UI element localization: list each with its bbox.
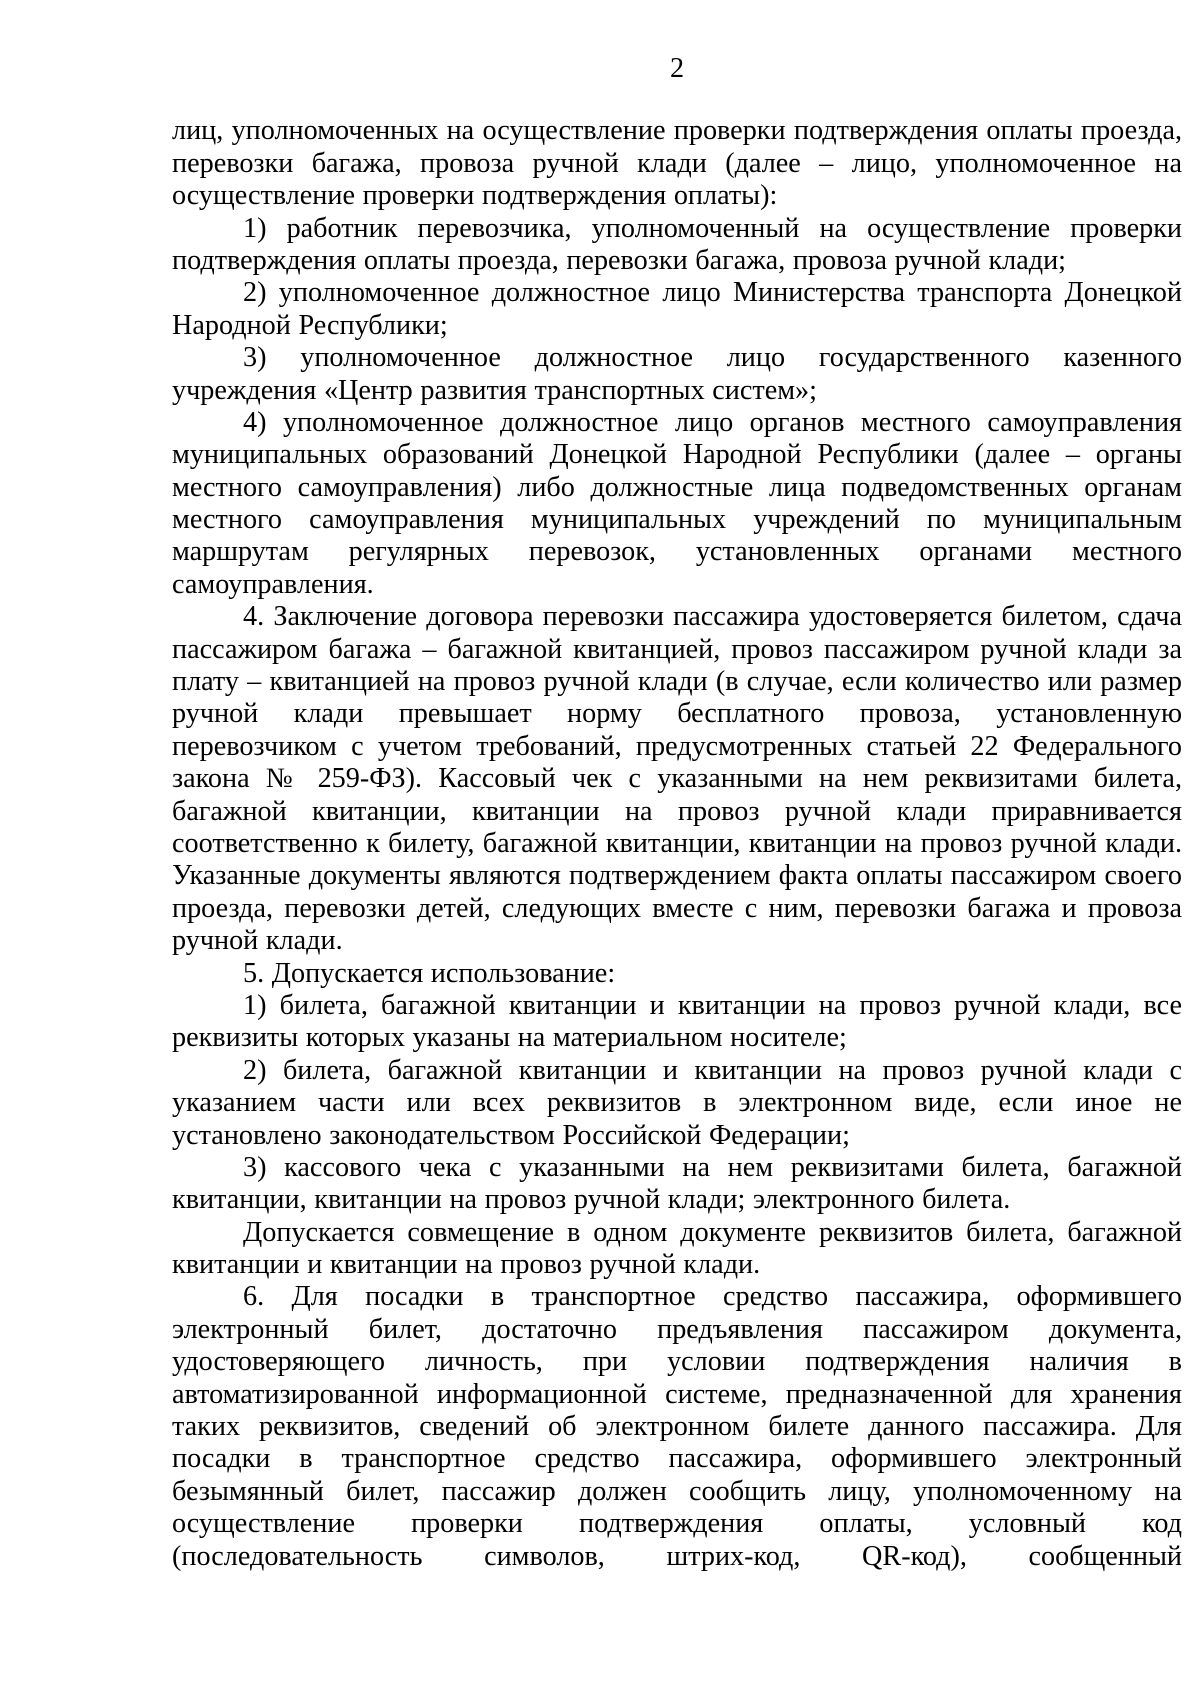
page-number: 2 <box>669 53 685 84</box>
paragraph: 3) кассового чека с указанными на нем реквизитами билета, багажной квитанции, квитанции на провоз ручной клади; электронного билета. <box>172 1151 1182 1216</box>
document-body <box>172 115 1182 1573</box>
paragraph: лиц, уполномоченных на осуществление проверки подтверждения оплаты проезда, перевозки багажа, провоза ручной клади (далее – лицо, уполномоченное на осуществление проверки подтверждения оплаты): <box>172 115 1182 212</box>
paragraph: 5. Допускается использование: <box>243 957 616 989</box>
paragraph: 3) уполномоченное должностное лицо государственного казенного учреждения «Центр развития транспортных систем»; <box>172 342 1182 406</box>
paragraph: 2) билета, багажной квитанции и квитанции на провоз ручной клади с указанием части или всех реквизитов в электронном виде, если иное не установлено законодательством Российской Федерации; <box>172 1054 1182 1151</box>
paragraph: 4) уполномоченное должностное лицо органов местного самоуправления муниципальных образований Донецкой Народной Республики (далее – органы местного самоуправления) либо должностные лица подведомственных органам местного самоуправления муниципальных учреждений по муниципальным маршрутам регулярных перевозок, установленных органами местного самоуправления. <box>172 406 1182 600</box>
paragraph: 1) работник перевозчика, уполномоченный на осуществление проверки подтверждения оплаты проезда, перевозки багажа, провоза ручной клади; <box>172 212 1182 276</box>
paragraph: 6. Для посадки в транспортное средство пассажира, оформившего электронный билет, достаточно предъявления пассажиром документа, удостоверяющего личность, при условии подтверждения наличия в автоматизированной информационной системе, предназначенной для хранения таких реквизитов, сведений об электронном билете данного пассажира. Для посадки в транспортное средство пассажира, оформившего электронный безымянный билет, пассажир должен сообщить лицу, уполномоченному на осуществление проверки подтверждения оплаты, условный код (последовательность символов, штрих-код, QR-код), сообщенный <box>172 1281 1182 1572</box>
paragraph: 4. Заключение договора перевозки пассажира удостоверяется билетом, сдача пассажиром багажа – багажной квитанцией, провоз пассажиром ручной клади за плату – квитанцией на провоз ручной клади (в случае, если количество или размер ручной клади превышает норму бесплатного провоза, установленную перевозчиком с учетом требований, предусмотренных статьей 22 Федерального закона № 259-ФЗ). Кассовый чек с указанными на нем реквизитами билета, багажной квитанции, квитанции на провоз ручной клади приравнивается соответственно к билету, багажной квитанции, квитанции на провоз ручной клади. Указанные документы являются подтверждением факта оплаты пассажиром своего проезда, перевозки детей, следующих вместе с ним, перевозки багажа и провоза ручной клади. <box>172 601 1182 957</box>
paragraph: Допускается совмещение в одном документе реквизитов билета, багажной квитанции и квитанции на провоз ручной клади. <box>172 1216 1182 1281</box>
paragraph: 1) билета, багажной квитанции и квитанции на провоз ручной клади, все реквизиты которых указаны на материальном носителе; <box>172 989 1182 1054</box>
paragraph: 2) уполномоченное должностное лицо Министерства транспорта Донецкой Народной Республики; <box>172 277 1182 341</box>
